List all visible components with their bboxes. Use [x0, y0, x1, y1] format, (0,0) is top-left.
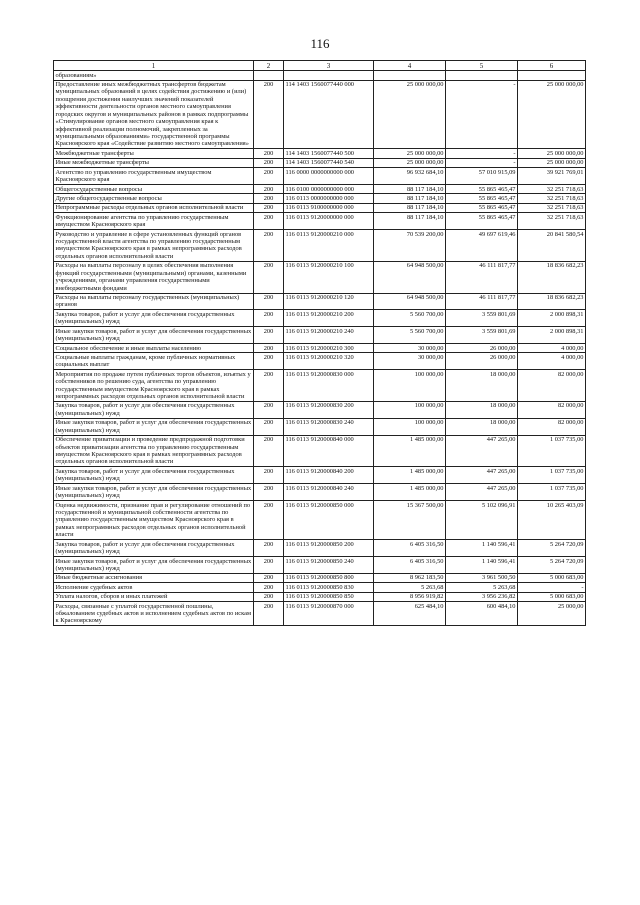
budget-code-cell: 114 1403 1560077440 540 — [284, 158, 374, 167]
approved-amount-cell: 100 000,00 — [374, 401, 446, 418]
row-name-cell: Иные межбюджетные трансферты — [54, 158, 254, 167]
approved-amount-cell: 8 962 183,50 — [374, 573, 446, 582]
row-code-cell: 200 — [254, 149, 284, 158]
unexecuted-amount-cell: 32 251 718,63 — [518, 203, 586, 212]
unexecuted-amount-cell: 5 000 683,00 — [518, 592, 586, 601]
budget-code-cell: 116 0113 9120000840 240 — [284, 484, 374, 501]
executed-amount-cell: 447 265,00 — [446, 467, 518, 484]
row-name-cell: Другие общегосударственные вопросы — [54, 194, 254, 203]
unexecuted-amount-cell — [518, 71, 586, 80]
table-row — [54, 168, 586, 185]
row-name-cell: Исполнение судебных актов — [54, 583, 254, 592]
approved-amount-cell: 8 956 919,82 — [374, 592, 446, 601]
table-row — [54, 158, 586, 167]
table-row — [54, 185, 586, 194]
table-row — [54, 602, 586, 626]
unexecuted-amount-cell: 1 037 735,00 — [518, 467, 586, 484]
row-code-cell: 200 — [254, 185, 284, 194]
table-row — [54, 344, 586, 353]
approved-amount-cell: 1 485 000,00 — [374, 435, 446, 467]
executed-amount-cell: 49 697 619,46 — [446, 230, 518, 262]
row-code-cell: 200 — [254, 484, 284, 501]
row-code-cell: 200 — [254, 467, 284, 484]
approved-amount-cell: 25 000 000,00 — [374, 80, 446, 149]
table-row — [54, 592, 586, 601]
approved-amount-cell: 88 117 184,10 — [374, 203, 446, 212]
row-name-cell: Мероприятия по продаже путем публичных торгов объектов, изъятых у собственников по решению суда, агентства по управлению государственным имуществом Красноярского края в рамках непрограммных расходов отдельных органов исполнительной власти — [54, 370, 254, 402]
row-name-cell: Общегосударственные вопросы — [54, 185, 254, 194]
executed-amount-cell: 3 559 801,69 — [446, 310, 518, 327]
table-row — [54, 557, 586, 574]
unexecuted-amount-cell: 32 251 718,63 — [518, 185, 586, 194]
executed-amount-cell: 46 111 817,77 — [446, 261, 518, 293]
row-name-cell: Закупка товаров, работ и услуг для обеспечения государственных (муниципальных) нужд — [54, 467, 254, 484]
row-name-cell: Иные закупки товаров, работ и услуг для обеспечения государственных (муниципальных) нужд — [54, 557, 254, 574]
budget-code-cell: 114 1403 1560077440 000 — [284, 80, 374, 149]
budget-code-cell: 116 0113 9120000850 000 — [284, 501, 374, 540]
row-name-cell: Расходы на выплаты персоналу в целях обеспечения выполнения функций государственными (муниципальными) органами, казенными учреждениями, органами управления государственными внебюджетными фондами — [54, 261, 254, 293]
column-header: 4 — [374, 61, 446, 71]
executed-amount-cell: 55 865 465,47 — [446, 194, 518, 203]
budget-code-cell: 116 0113 9120000840 200 — [284, 467, 374, 484]
approved-amount-cell: 6 405 316,50 — [374, 557, 446, 574]
budget-code-cell: 116 0113 9120000210 000 — [284, 230, 374, 262]
row-code-cell: 200 — [254, 168, 284, 185]
row-name-cell: Закупка товаров, работ и услуг для обеспечения государственных (муниципальных) нужд — [54, 540, 254, 557]
column-header: 3 — [284, 61, 374, 71]
row-name-cell: Межбюджетные трансферты — [54, 149, 254, 158]
column-header: 5 — [446, 61, 518, 71]
executed-amount-cell: 57 010 915,09 — [446, 168, 518, 185]
row-name-cell: Социальные выплаты гражданам, кроме публичных нормативных социальных выплат — [54, 353, 254, 370]
unexecuted-amount-cell: 82 000,00 — [518, 401, 586, 418]
column-header: 2 — [254, 61, 284, 71]
row-code-cell: 200 — [254, 573, 284, 582]
table-row — [54, 540, 586, 557]
approved-amount-cell: 6 405 316,50 — [374, 540, 446, 557]
unexecuted-amount-cell: 4 000,00 — [518, 344, 586, 353]
row-code-cell: 200 — [254, 261, 284, 293]
budget-code-cell: 116 0113 9120000850 850 — [284, 592, 374, 601]
approved-amount-cell: 88 117 184,10 — [374, 194, 446, 203]
row-code-cell: 200 — [254, 418, 284, 435]
executed-amount-cell: 26 000,00 — [446, 344, 518, 353]
unexecuted-amount-cell: 4 000,00 — [518, 353, 586, 370]
approved-amount-cell: 100 000,00 — [374, 418, 446, 435]
approved-amount-cell: 25 000 000,00 — [374, 149, 446, 158]
row-name-cell: Расходы на выплаты персоналу государственных (муниципальных) органов — [54, 293, 254, 310]
budget-code-cell: 116 0113 9120000000 000 — [284, 213, 374, 230]
executed-amount-cell: 5 102 096,91 — [446, 501, 518, 540]
budget-code-cell: 116 0113 0000000000 000 — [284, 194, 374, 203]
budget-code-cell: 116 0113 9120000210 100 — [284, 261, 374, 293]
executed-amount-cell: 55 865 465,47 — [446, 213, 518, 230]
approved-amount-cell: 70 539 200,00 — [374, 230, 446, 262]
row-code-cell: 200 — [254, 501, 284, 540]
unexecuted-amount-cell: - — [518, 583, 586, 592]
budget-code-cell: 116 0100 0000000000 000 — [284, 185, 374, 194]
executed-amount-cell: 18 000,00 — [446, 401, 518, 418]
executed-amount-cell: 26 000,00 — [446, 353, 518, 370]
budget-code-cell: 116 0113 9120000210 120 — [284, 293, 374, 310]
table-row — [54, 203, 586, 212]
table-row — [54, 80, 586, 149]
budget-code-cell: 116 0113 9120000830 200 — [284, 401, 374, 418]
unexecuted-amount-cell: 25 000 000,00 — [518, 149, 586, 158]
row-name-cell: Агентство по управлению государственным имуществом Красноярского края — [54, 168, 254, 185]
budget-code-cell: 116 0113 9120000850 200 — [284, 540, 374, 557]
row-name-cell: Социальное обеспечение и иные выплаты населению — [54, 344, 254, 353]
budget-code-cell: 116 0113 9120000210 320 — [284, 353, 374, 370]
approved-amount-cell: 96 932 684,10 — [374, 168, 446, 185]
row-name-cell: Оценка недвижимости, признание прав и регулирование отношений по государственной и муниципальной собственности агентства по управлению государственным имуществом Красноярского края в рамках непрограммных расходов отдельных органов исполнительной власти — [54, 501, 254, 540]
table-row — [54, 467, 586, 484]
approved-amount-cell: 25 000 000,00 — [374, 158, 446, 167]
approved-amount-cell — [374, 71, 446, 80]
row-code-cell — [254, 71, 284, 80]
table-row — [54, 261, 586, 293]
row-code-cell: 200 — [254, 557, 284, 574]
budget-code-cell: 116 0113 9120000830 240 — [284, 418, 374, 435]
unexecuted-amount-cell: 1 037 735,00 — [518, 435, 586, 467]
row-code-cell: 200 — [254, 194, 284, 203]
row-name-cell: Функционирование агентства по управлению государственным имуществом Красноярского края — [54, 213, 254, 230]
unexecuted-amount-cell: 2 000 898,31 — [518, 327, 586, 344]
row-name-cell: Иные закупки товаров, работ и услуг для обеспечения государственных (муниципальных) нужд — [54, 327, 254, 344]
column-header: 6 — [518, 61, 586, 71]
executed-amount-cell: 55 865 465,47 — [446, 185, 518, 194]
table-header-row — [54, 61, 586, 71]
row-code-cell: 200 — [254, 401, 284, 418]
unexecuted-amount-cell: 39 921 769,01 — [518, 168, 586, 185]
approved-amount-cell: 5 560 700,00 — [374, 327, 446, 344]
table-row — [54, 213, 586, 230]
executed-amount-cell: 447 265,00 — [446, 435, 518, 467]
budget-code-cell: 116 0113 9120000850 830 — [284, 583, 374, 592]
table-row — [54, 501, 586, 540]
budget-code-cell: 116 0113 9120000840 000 — [284, 435, 374, 467]
budget-code-cell: 114 1403 1560077440 500 — [284, 149, 374, 158]
row-code-cell: 200 — [254, 310, 284, 327]
executed-amount-cell: 18 000,00 — [446, 370, 518, 402]
budget-code-cell: 116 0113 9120000210 240 — [284, 327, 374, 344]
table-row — [54, 293, 586, 310]
table-row — [54, 194, 586, 203]
row-code-cell: 200 — [254, 435, 284, 467]
executed-amount-cell: 5 263,68 — [446, 583, 518, 592]
unexecuted-amount-cell: 18 836 682,23 — [518, 261, 586, 293]
row-code-cell: 200 — [254, 592, 284, 601]
table-row — [54, 573, 586, 582]
budget-code-cell: 116 0113 9120000850 240 — [284, 557, 374, 574]
budget-code-cell: 116 0113 9120000850 800 — [284, 573, 374, 582]
unexecuted-amount-cell: 25 000 000,00 — [518, 80, 586, 149]
table-row — [54, 484, 586, 501]
executed-amount-cell: - — [446, 149, 518, 158]
row-name-cell: Непрограммные расходы отдельных органов исполнительной власти — [54, 203, 254, 212]
table-row — [54, 327, 586, 344]
unexecuted-amount-cell: 10 265 403,09 — [518, 501, 586, 540]
budget-code-cell: 116 0113 9120000210 200 — [284, 310, 374, 327]
column-header: 1 — [54, 61, 254, 71]
table-row — [54, 71, 586, 80]
unexecuted-amount-cell: 32 251 718,63 — [518, 213, 586, 230]
unexecuted-amount-cell: 25 000 000,00 — [518, 158, 586, 167]
executed-amount-cell: 3 956 236,82 — [446, 592, 518, 601]
executed-amount-cell: 1 140 596,41 — [446, 540, 518, 557]
executed-amount-cell: 3 961 500,50 — [446, 573, 518, 582]
unexecuted-amount-cell: 82 000,00 — [518, 418, 586, 435]
executed-amount-cell: 55 865 465,47 — [446, 203, 518, 212]
table-row — [54, 435, 586, 467]
unexecuted-amount-cell: 1 037 735,00 — [518, 484, 586, 501]
unexecuted-amount-cell: 5 264 720,09 — [518, 540, 586, 557]
approved-amount-cell: 88 117 184,10 — [374, 185, 446, 194]
row-code-cell: 200 — [254, 293, 284, 310]
row-name-cell: Обеспечение приватизации и проведение предпродажной подготовки объектов приватизации агентства по управлению государственным имуществом Красноярского края в рамках непрограммных расходов отдельных органов исполнительной власти — [54, 435, 254, 467]
approved-amount-cell: 64 948 500,00 — [374, 293, 446, 310]
row-name-cell: Иные закупки товаров, работ и услуг для обеспечения государственных (муниципальных) нужд — [54, 418, 254, 435]
budget-code-cell: 116 0113 9100000000 000 — [284, 203, 374, 212]
row-code-cell: 200 — [254, 230, 284, 262]
unexecuted-amount-cell: 5 000 683,00 — [518, 573, 586, 582]
table-row — [54, 353, 586, 370]
approved-amount-cell: 5 560 700,00 — [374, 310, 446, 327]
executed-amount-cell: 600 484,10 — [446, 602, 518, 626]
approved-amount-cell: 64 948 500,00 — [374, 261, 446, 293]
budget-code-cell: 116 0113 9120000870 000 — [284, 602, 374, 626]
executed-amount-cell: 447 265,00 — [446, 484, 518, 501]
executed-amount-cell: 18 000,00 — [446, 418, 518, 435]
table-row — [54, 418, 586, 435]
row-code-cell: 200 — [254, 344, 284, 353]
row-code-cell: 200 — [254, 370, 284, 402]
unexecuted-amount-cell: 5 264 720,09 — [518, 557, 586, 574]
table-row — [54, 370, 586, 402]
row-code-cell: 200 — [254, 158, 284, 167]
row-name-cell: Предоставление иных межбюджетных трансфертов бюджетам муниципальных образований в целях содействия достижению и (или) поощрения достижения наилучших значений показателей эффективности деятельности органов местного самоуправления городских округов и муниципальных районов в рамках подпрограммы «Стимулирование органов местного самоуправления края к эффективной реализации полномочий, закрепленных за муниципальными образованиями» государственной программы Красноярского края «Содействие развитию местного самоуправления» — [54, 80, 254, 149]
unexecuted-amount-cell: 25 000,00 — [518, 602, 586, 626]
table-row — [54, 583, 586, 592]
row-code-cell: 200 — [254, 540, 284, 557]
executed-amount-cell: - — [446, 80, 518, 149]
row-code-cell: 200 — [254, 602, 284, 626]
budget-code-cell — [284, 71, 374, 80]
approved-amount-cell: 1 485 000,00 — [374, 467, 446, 484]
approved-amount-cell: 30 000,00 — [374, 344, 446, 353]
unexecuted-amount-cell: 20 841 580,54 — [518, 230, 586, 262]
approved-amount-cell: 1 485 000,00 — [374, 484, 446, 501]
row-name-cell: Расходы, связанные с уплатой государственной пошлины, обжалованием судебных актов и исполнением судебных актов по искам к Красноярскому — [54, 602, 254, 626]
budget-table — [53, 60, 586, 626]
executed-amount-cell — [446, 71, 518, 80]
approved-amount-cell: 625 484,10 — [374, 602, 446, 626]
unexecuted-amount-cell: 32 251 718,63 — [518, 194, 586, 203]
row-name-cell: Закупка товаров, работ и услуг для обеспечения государственных (муниципальных) нужд — [54, 310, 254, 327]
table-row — [54, 401, 586, 418]
page-number: 116 — [310, 36, 330, 51]
unexecuted-amount-cell: 82 000,00 — [518, 370, 586, 402]
budget-code-cell: 116 0113 9120000830 000 — [284, 370, 374, 402]
unexecuted-amount-cell: 18 836 682,23 — [518, 293, 586, 310]
row-name-cell: Уплата налогов, сборов и иных платежей — [54, 592, 254, 601]
row-name-cell: Иные закупки товаров, работ и услуг для обеспечения государственных (муниципальных) нужд — [54, 484, 254, 501]
row-name-cell: Руководство и управление в сфере установленных функций органов государственной власти агентства по управлению государственным имуществом Красноярского края в рамках непрограммных расходов отдельных органов исполнительной власти — [54, 230, 254, 262]
budget-code-cell: 116 0000 0000000000 000 — [284, 168, 374, 185]
executed-amount-cell: 1 140 596,41 — [446, 557, 518, 574]
unexecuted-amount-cell: 2 000 898,31 — [518, 310, 586, 327]
row-name-cell: Иные бюджетные ассигнования — [54, 573, 254, 582]
executed-amount-cell: 3 559 801,69 — [446, 327, 518, 344]
budget-code-cell: 116 0113 9120000210 300 — [284, 344, 374, 353]
approved-amount-cell: 88 117 184,10 — [374, 213, 446, 230]
table-row — [54, 230, 586, 262]
approved-amount-cell: 30 000,00 — [374, 353, 446, 370]
row-code-cell: 200 — [254, 213, 284, 230]
approved-amount-cell: 15 367 500,00 — [374, 501, 446, 540]
row-code-cell: 200 — [254, 353, 284, 370]
row-name-cell: образованиям» — [54, 71, 254, 80]
row-name-cell: Закупка товаров, работ и услуг для обеспечения государственных (муниципальных) нужд — [54, 401, 254, 418]
approved-amount-cell: 100 000,00 — [374, 370, 446, 402]
row-code-cell: 200 — [254, 327, 284, 344]
executed-amount-cell: 46 111 817,77 — [446, 293, 518, 310]
table-row — [54, 149, 586, 158]
approved-amount-cell: 5 263,68 — [374, 583, 446, 592]
row-code-cell: 200 — [254, 80, 284, 149]
row-code-cell: 200 — [254, 583, 284, 592]
executed-amount-cell: - — [446, 158, 518, 167]
table-row — [54, 310, 586, 327]
row-code-cell: 200 — [254, 203, 284, 212]
